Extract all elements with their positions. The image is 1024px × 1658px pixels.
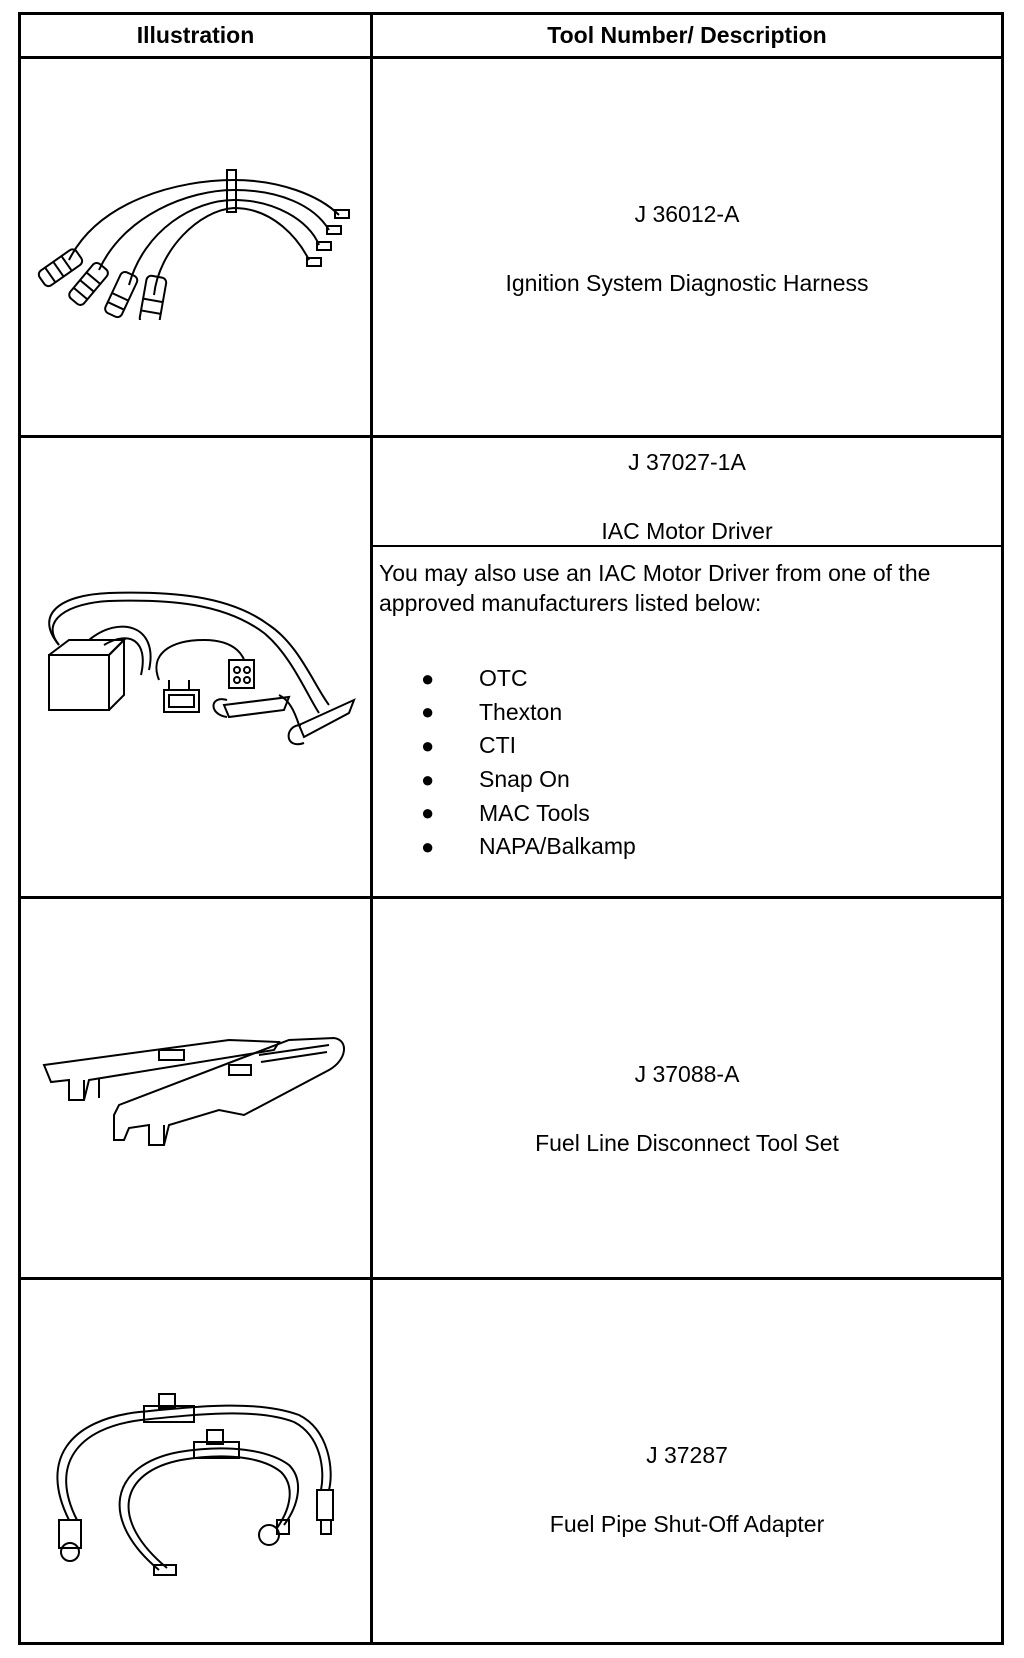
header-divider [21,56,1001,59]
tool-number-2: J 37027-1A [628,449,746,475]
column-divider [370,15,373,1642]
row-divider [21,435,1001,438]
header-description: Tool Number/ Description [547,22,827,48]
row-divider [21,896,1001,899]
list-item: ● OTC [389,662,636,696]
tool-table [18,12,1004,1645]
bullet-icon: ● [421,766,435,792]
ignition-harness-icon [29,160,359,320]
manufacturer-list [389,662,636,864]
list-item: ● Snap On [389,763,636,797]
bullet-icon: ● [421,732,435,758]
tool-description-2: IAC Motor Driver [601,518,773,544]
bullet-icon: ● [421,800,435,826]
alternate-manufacturers-note: You may also use an IAC Motor Driver from one of the approved manufacturers listed below: [379,560,931,616]
list-item: ● MAC Tools [389,796,636,830]
iac-motor-driver-icon [29,585,359,775]
cell-divider [373,545,1001,547]
tool-description-3: Fuel Line Disconnect Tool Set [535,1130,839,1156]
list-item: ● NAPA/Balkamp [389,830,636,864]
bullet-icon: ● [421,833,435,859]
fuel-line-disconnect-icon [29,1020,359,1150]
bullet-icon: ● [421,665,435,691]
tool-number-3: J 37088-A [634,1061,740,1087]
tool-description-1: Ignition System Diagnostic Harness [505,270,869,296]
header-illustration: Illustration [136,22,255,48]
list-item: ● CTI [389,729,636,763]
tool-description-4: Fuel Pipe Shut-Off Adapter [549,1511,825,1537]
fuel-pipe-adapter-icon [29,1370,359,1580]
row-divider [21,1277,1001,1280]
bullet-icon: ● [421,699,435,725]
tool-number-4: J 37287 [646,1442,728,1468]
tool-number-1: J 36012-A [634,201,740,227]
list-item: ● Thexton [389,696,636,730]
